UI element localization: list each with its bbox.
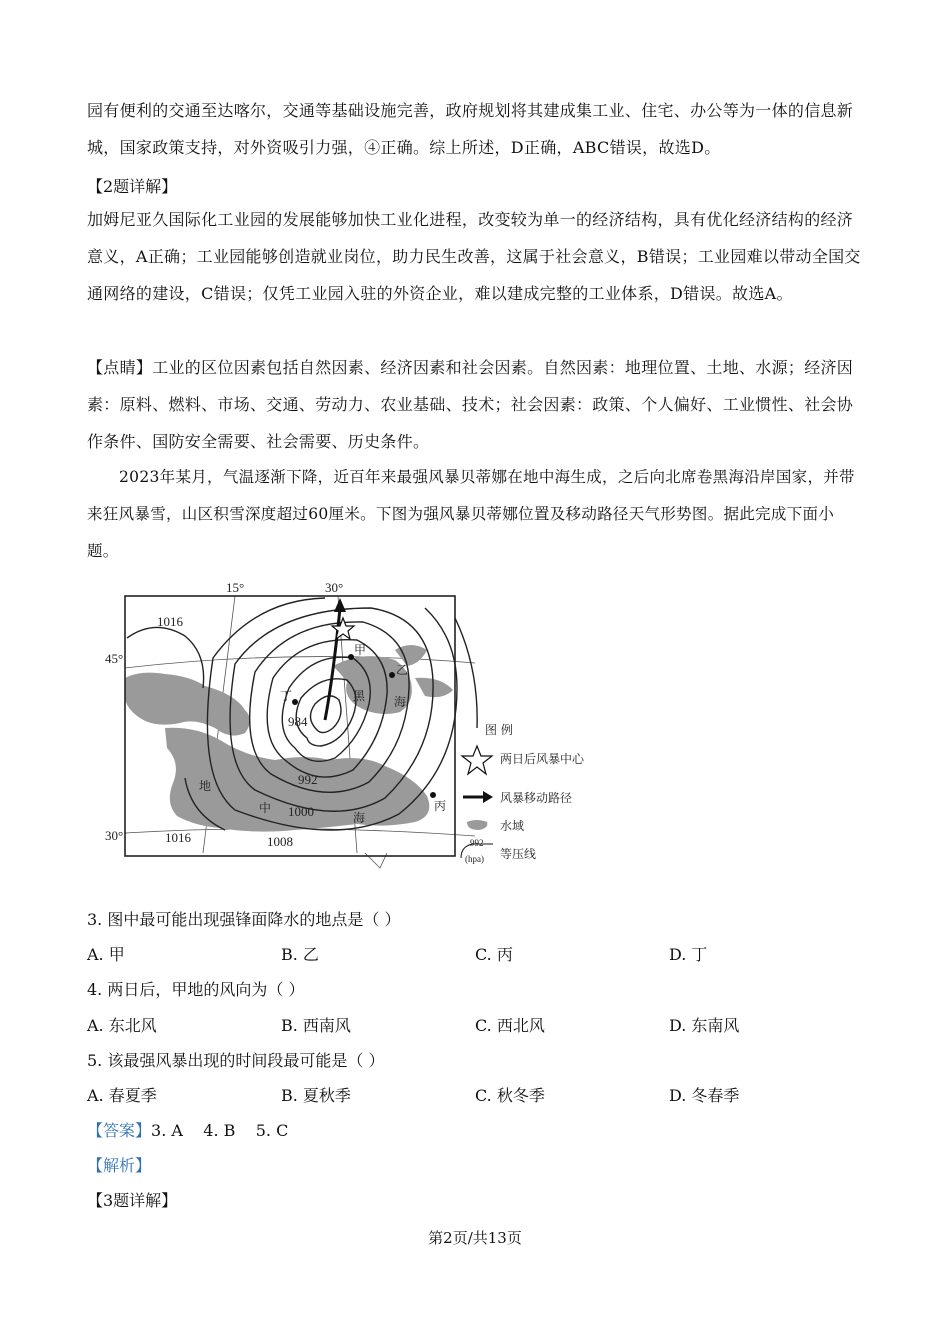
answer-text: 3. A 4. B 5. C	[151, 1121, 289, 1140]
sea-label-black-2: 海	[394, 695, 407, 709]
question-5-stem: 5. 该最强风暴出现的时间段最可能是（ ）	[87, 1051, 385, 1070]
isobar-label-1000: 1000	[288, 804, 314, 819]
place-label-jia: 甲	[354, 643, 367, 657]
place-label-yi: 乙	[396, 663, 409, 677]
isobar-label-1016-bottom: 1016	[165, 830, 191, 845]
q3-heading: 【3题详解】	[87, 1191, 178, 1210]
top-paragraph: 园有便利的交通至达喀尔，交通等基础设施完善，政府规划将其建成集工业、住宅、办公等为一体的信息新城，国家政策支持，对外资吸引力强，④正确。综上所述，D正确，ABC错误，故选D。	[87, 101, 854, 157]
legend-title: 图 例	[485, 723, 513, 737]
legend-water: 水域	[500, 819, 525, 833]
point-bing	[430, 792, 436, 798]
q5-option-b: B. 夏秋季	[281, 1086, 351, 1105]
analysis-tag: 【解析】	[87, 1156, 152, 1175]
answer-line	[87, 1118, 288, 1141]
q3-option-d: D. 丁	[669, 945, 708, 964]
q4-option-a: A. 东北风	[87, 1016, 157, 1035]
place-label-ding: 丁	[280, 689, 293, 703]
storm-center-star	[332, 618, 354, 639]
answer-tag: 【答案】	[87, 1121, 152, 1140]
q3-option-b: B. 乙	[281, 945, 319, 964]
tip-paragraph: 【点睛】工业的区位因素包括自然因素、经济因素和社会因素。自然因素：地理位置、土地、水源；经济因素：原料、燃料、市场、交通、劳动力、农业基础、技术；社会因素：政策、个人偏好、工业惯性、社会协作条件、国防安全需要、社会需要、历史条件。	[87, 358, 854, 451]
isobar-label-992: 992	[298, 772, 318, 787]
q3-option-a: A. 甲	[87, 945, 125, 964]
sea-label-black-1: 黑	[353, 689, 366, 703]
q2-paragraph: 加姆尼亚久国际化工业园的发展能够加快工业化进程，改变较为单一的经济结构，具有优化经济结构的经济意义，A正确；工业园能够创造就业岗位，助力民生改善，这属于社会意义，B错误；工业园难以带动全国交通网络的建设，C错误；仅凭工业园入驻的外资企业，难以建成完整的工业体系，D错误。故选A。	[87, 210, 861, 303]
question-4-stem: 4. 两日后，甲地的风向为（ ）	[87, 980, 305, 999]
sea-label-med-2: 中	[259, 801, 272, 815]
q5-option-d: D. 冬春季	[669, 1086, 740, 1105]
isobar-label-984: 984	[288, 714, 308, 729]
legend-isobar-unit: (hpa)	[465, 854, 484, 864]
q4-option-b: B. 西南风	[281, 1016, 351, 1035]
q5-option-a: A. 春夏季	[87, 1086, 157, 1105]
lon-label-30: 30°	[325, 580, 344, 595]
q2-heading: 【2题详解】	[87, 177, 178, 196]
legend-isobar: 等压线	[500, 847, 537, 861]
point-yi	[389, 672, 395, 678]
lon-label-15: 15°	[226, 580, 245, 595]
q4-option-c: C. 西北风	[475, 1016, 545, 1035]
isobar-label-1008: 1008	[267, 834, 293, 849]
q3-option-c: C. 丙	[475, 945, 513, 964]
q5-option-c: C. 秋冬季	[475, 1086, 545, 1105]
legend-storm-center: 两日后风暴中心	[500, 752, 585, 766]
lat-label-45: 45°	[105, 651, 124, 666]
point-ding	[292, 699, 298, 705]
legend-star-icon	[462, 746, 492, 774]
sea-label-med-1: 地	[199, 779, 212, 793]
legend-isobar-value: 992	[470, 838, 484, 848]
sea-label-med-3: 海	[353, 811, 366, 825]
lat-label-30: 30°	[105, 828, 124, 843]
question-3-stem: 3. 图中最可能出现强锋面降水的地点是（ ）	[87, 910, 401, 929]
storm-path-arrowhead	[334, 598, 346, 612]
q4-option-d: D. 东南风	[669, 1016, 740, 1035]
legend-water-icon	[467, 820, 487, 830]
latitude-45-line	[125, 657, 475, 668]
page-footer: 第2页/共13页	[428, 1229, 522, 1247]
weather-map	[95, 578, 585, 873]
isobar-label-1016-top: 1016	[157, 614, 183, 629]
place-label-bing: 丙	[434, 799, 447, 813]
intro-paragraph: 2023年某月，气温逐渐下降，近百年来最强风暴贝蒂娜在地中海生成，之后向北席卷黑海沿岸国家，并带来狂风暴雪，山区积雪深度超过60厘米。下图为强风暴贝蒂娜位置及移动路径天气形势图。据此完成下面小题。	[87, 468, 855, 560]
legend-storm-path: 风暴移动路径	[500, 791, 573, 805]
